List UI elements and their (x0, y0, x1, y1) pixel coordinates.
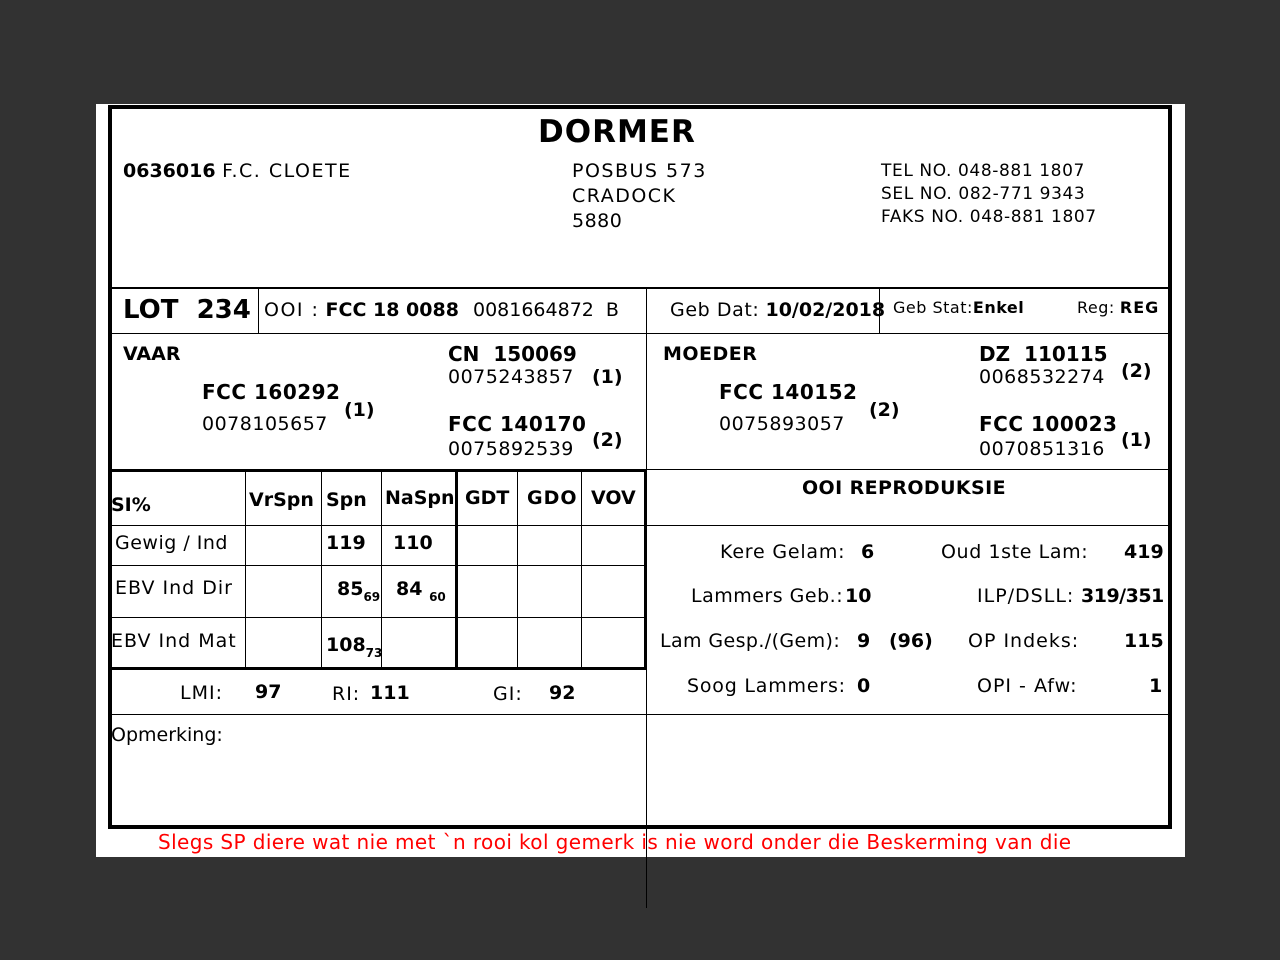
geb-dat-value: 10/02/2018 (765, 299, 886, 321)
address-line-1: POSBUS 573 (572, 160, 707, 182)
moeder-number: 0075893057 (719, 413, 845, 435)
vaar-number: 0078105657 (202, 413, 328, 435)
moeder-sire-number: 0068532274 (979, 366, 1105, 388)
vaar-dam-id: FCC 140170 (448, 412, 587, 436)
moeder-label: MOEDER (663, 343, 758, 365)
moeder-dam-id: FCC 100023 (979, 412, 1118, 436)
ri-label: RI: (332, 683, 361, 705)
ebv-dir-spn-value: 85 (337, 578, 364, 600)
contacts (881, 160, 1097, 229)
reg-label: Reg: (1077, 298, 1115, 317)
vaar-sire-number: 0075243857 (448, 366, 574, 388)
divider (647, 469, 1170, 470)
ebv-dir-naspn-value: 84 (396, 578, 423, 600)
tel: TEL NO. 048-881 1807 (881, 161, 1085, 181)
vaar-sire-id: CN 150069 (448, 342, 577, 366)
address-line-2: CRADOCK (572, 185, 677, 207)
geb-dat-label: Geb Dat: (670, 299, 760, 321)
ooi-info (264, 299, 619, 321)
ebv-mat-spn (326, 634, 382, 660)
opmerking-field[interactable] (112, 749, 1166, 823)
lam-gesp-gem-value: (96) (889, 630, 933, 652)
gi-value: 92 (549, 682, 576, 704)
vaar-id: FCC 160292 (202, 380, 341, 404)
breeder (123, 160, 352, 182)
divider (245, 472, 246, 670)
reproduksie-title: OOI REPRODUKSIE (802, 477, 1006, 499)
address-line-3: 5880 (572, 210, 623, 232)
ebv-mat-spn-value: 108 (326, 634, 366, 656)
ooi-grade: B (605, 299, 619, 321)
border-left (108, 105, 112, 828)
row-label-gewig: Gewig / Ind (115, 532, 228, 554)
divider (647, 525, 1170, 526)
moeder-id: FCC 140152 (719, 380, 858, 404)
divider (581, 472, 582, 670)
gewig-naspn: 110 (393, 532, 433, 554)
lammers-geb-value: 10 (845, 585, 872, 607)
gewig-spn: 119 (326, 532, 366, 554)
farm-title: DORMER (538, 114, 696, 150)
moeder-sire-grade: (2) (1121, 360, 1152, 382)
col-header-gdt: GDT (465, 487, 510, 509)
divider (110, 617, 647, 618)
vaar-label: VAAR (123, 343, 181, 365)
faks: FAKS NO. 048-881 1807 (881, 207, 1097, 227)
opmerking-label: Opmerking: (111, 724, 223, 746)
vaar-dam-grade: (2) (592, 429, 623, 451)
table-top (110, 469, 647, 472)
col-header-vov: VOV (591, 487, 636, 509)
col-header-vrspn: VrSpn (249, 489, 314, 511)
op-indeks-label: OP Indeks: (968, 630, 1080, 652)
ri-value: 111 (370, 682, 410, 704)
vaar-grade: (1) (344, 399, 375, 421)
kere-gelam-label: Kere Gelam: (720, 541, 846, 563)
border-top (108, 105, 1171, 109)
oud-1ste-lam-label: Oud 1ste Lam: (941, 541, 1089, 563)
breeder-name: F.C. CLOETE (222, 160, 352, 182)
gi-label: GI: (493, 683, 523, 705)
ebv-dir-spn (337, 578, 380, 604)
divider (644, 472, 647, 670)
divider (455, 472, 458, 670)
moeder-sire-id: DZ 110115 (979, 342, 1108, 366)
divider (110, 287, 1170, 289)
ilp-dsll-value: 319/351 (1081, 585, 1164, 607)
oud-1ste-lam-value: 419 (1124, 541, 1164, 563)
reg-value: REG (1119, 298, 1160, 317)
geb-stat (893, 298, 1024, 317)
reg (1077, 298, 1159, 317)
lammers-geb-label: Lammers Geb.: (691, 585, 844, 607)
divider (517, 472, 518, 670)
lam-gesp-value: 9 (857, 630, 871, 652)
address (572, 159, 707, 234)
ooi-id: FCC 18 0088 (325, 299, 459, 321)
divider (321, 472, 322, 670)
geb-stat-value: Enkel (972, 298, 1025, 317)
ebv-dir-spn-accuracy: 69 (363, 590, 381, 604)
lot-card (96, 104, 1185, 857)
op-indeks-value: 115 (1124, 630, 1164, 652)
ebv-dir-naspn (396, 578, 446, 604)
col-header-gdo: GDO (527, 487, 578, 509)
moeder-dam-number: 0070851316 (979, 438, 1105, 460)
ilp-dsll-label: ILP/DSLL: (977, 585, 1075, 607)
opi-afw-label: OPI - Afw: (977, 675, 1078, 697)
soog-lammers-label: Soog Lammers: (687, 675, 846, 697)
row-label-ebv-dir: EBV Ind Dir (115, 577, 233, 599)
geb-dat (670, 299, 885, 321)
moeder-grade: (2) (869, 399, 900, 421)
geb-stat-label: Geb Stat: (893, 298, 973, 317)
row-label-ebv-mat: EBV Ind Mat (111, 630, 237, 652)
border-bottom (108, 825, 1172, 829)
divider (110, 714, 1170, 715)
lam-gesp-label: Lam Gesp./(Gem): (660, 630, 841, 652)
ooi-label: OOI : (264, 299, 320, 321)
breeder-number: 0636016 (123, 160, 216, 182)
kere-gelam-value: 6 (861, 541, 875, 563)
moeder-dam-grade: (1) (1121, 429, 1152, 451)
col-header-spn: Spn (326, 489, 367, 511)
vaar-sire-grade: (1) (592, 366, 623, 388)
soog-lammers-value: 0 (857, 675, 871, 697)
divider (110, 333, 1170, 334)
divider (110, 565, 647, 566)
table-bottom (110, 667, 647, 670)
divider (258, 288, 259, 334)
col-header-si: SI% (111, 494, 151, 516)
divider (110, 525, 647, 526)
lmi-value: 97 (255, 681, 282, 703)
footer-notice: Slegs SP diere wat nie met `n rooi kol gemerk is nie word onder die Beskerming van die (158, 830, 1072, 854)
ebv-mat-spn-accuracy: 73 (365, 646, 383, 660)
ebv-dir-naspn-accuracy: 60 (429, 590, 446, 604)
vaar-dam-number: 0075892539 (448, 438, 574, 460)
lot-number: LOT 234 (123, 295, 251, 325)
opi-afw-value: 1 (1149, 675, 1163, 697)
ooi-number: 0081664872 (472, 299, 594, 321)
sel: SEL NO. 082-771 9343 (881, 184, 1086, 204)
col-header-naspn: NaSpn (385, 487, 455, 509)
border-right (1168, 105, 1172, 828)
lmi-label: LMI: (180, 682, 223, 704)
